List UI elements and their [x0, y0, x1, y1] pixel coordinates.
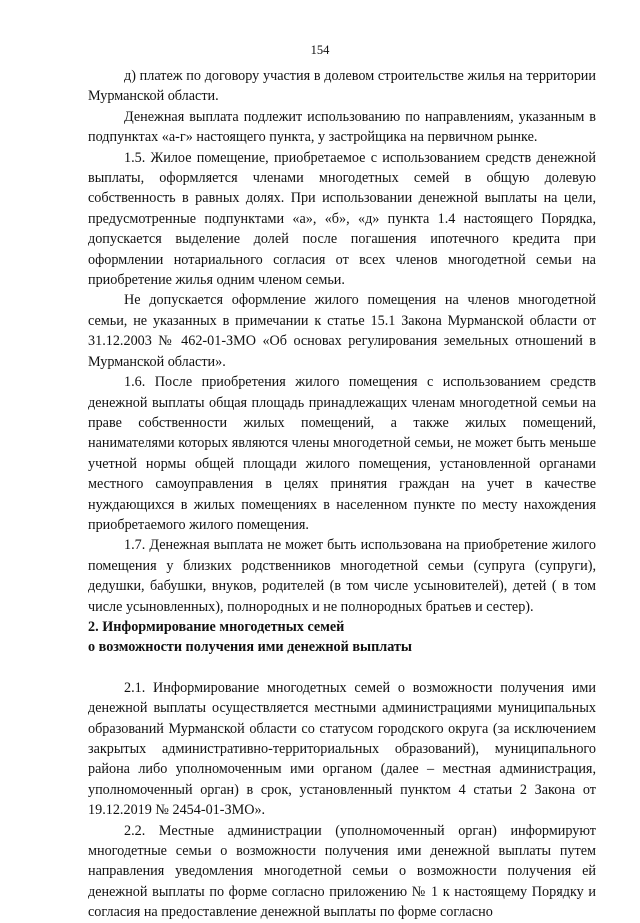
- page-number: 154: [310, 43, 330, 57]
- paragraph: д) платеж по договору участия в долевом строительстве жилья на территории Мурманской области.: [88, 68, 596, 105]
- paragraph: 1.5. Жилое помещение, приобретаемое с использованием средств денежной выплаты, оформляется членами многодетных семей в общую долевую собственность в равных долях. При использовании денежной выплаты на цели, предусмотренные подпунктами «а», «б», «д» пункта 1.4 настоящего Порядка, допускается выделение долей после погашения ипотечного кредита при оформлении нотариального согласия от всех членов многодетной семьи на приобретение жилья одним членом семьи.: [88, 149, 596, 289]
- paragraph: 1.7. Денежная выплата не может быть использована на приобретение жилого помещения у близких родственников многодетной семьи (супруга (супруги), дедушки, бабушки, внуков, родителей (в том числе усыновителей), детей ( в том числе усыновленных), полнородных и не полнородных братьев и сестер).: [88, 537, 596, 615]
- paragraph: Не допускается оформление жилого помещения на членов многодетной семьи, не указанных в примечании к статье 15.1 Закона Мурманской области от 31.12.2003 № 462-01-ЗМО «Об основах регулирования земельных отношений в Мурманской области».: [88, 292, 596, 370]
- section-heading-line-2: о возможности получения ими денежной выплаты: [88, 639, 412, 656]
- paragraph: 2.2. Местные администрации (уполномоченный орган) информируют многодетные семьи о возможности получения ими денежной выплаты путем направления уведомления многодетной семьи о возможности получения ей денежной выплаты по форме согласно приложению № 1 к настоящему Порядку и согласия на предоставление денежной выплаты по форме согласно: [88, 822, 596, 921]
- spacer: [88, 658, 596, 678]
- section-heading-line-1: 2. Информирование многодетных семей: [88, 618, 345, 635]
- document-body: [88, 66, 596, 923]
- paragraph: 1.6. После приобретения жилого помещения с использованием средств денежной выплаты общая площадь принадлежащих членам многодетной семьи на праве собственности жилых помещений, а также жилых помещений, нанимателями которых являются члены многодетной семьи, не может быть меньше учетной нормы общей площади жилого помещения, установленной органами местного самоуправления в целях принятия граждан на учет в качестве нуждающихся в жилых помещениях в населенном пункте по месту нахождения приобретаемого жилого помещения.: [88, 374, 596, 533]
- paragraph: Денежная выплата подлежит использованию по направлениям, указанным в подпунктах «а-г» настоящего пункта, у застройщика на первичном рынке.: [88, 108, 596, 146]
- paragraph: 2.1. Информирование многодетных семей о возможности получения ими денежной выплаты осуществляется местными администрациями муниципальных образований Мурманской области со статусом городского округа (за исключением закрытых административно-территориальных образований), муниципального района либо уполномоченным ими органом (далее – местная администрация, уполномоченный орган) в срок, установленный пунктом 4 статьи 2 Закона от 19.12.2019 № 2454-01-ЗМО».: [88, 679, 596, 819]
